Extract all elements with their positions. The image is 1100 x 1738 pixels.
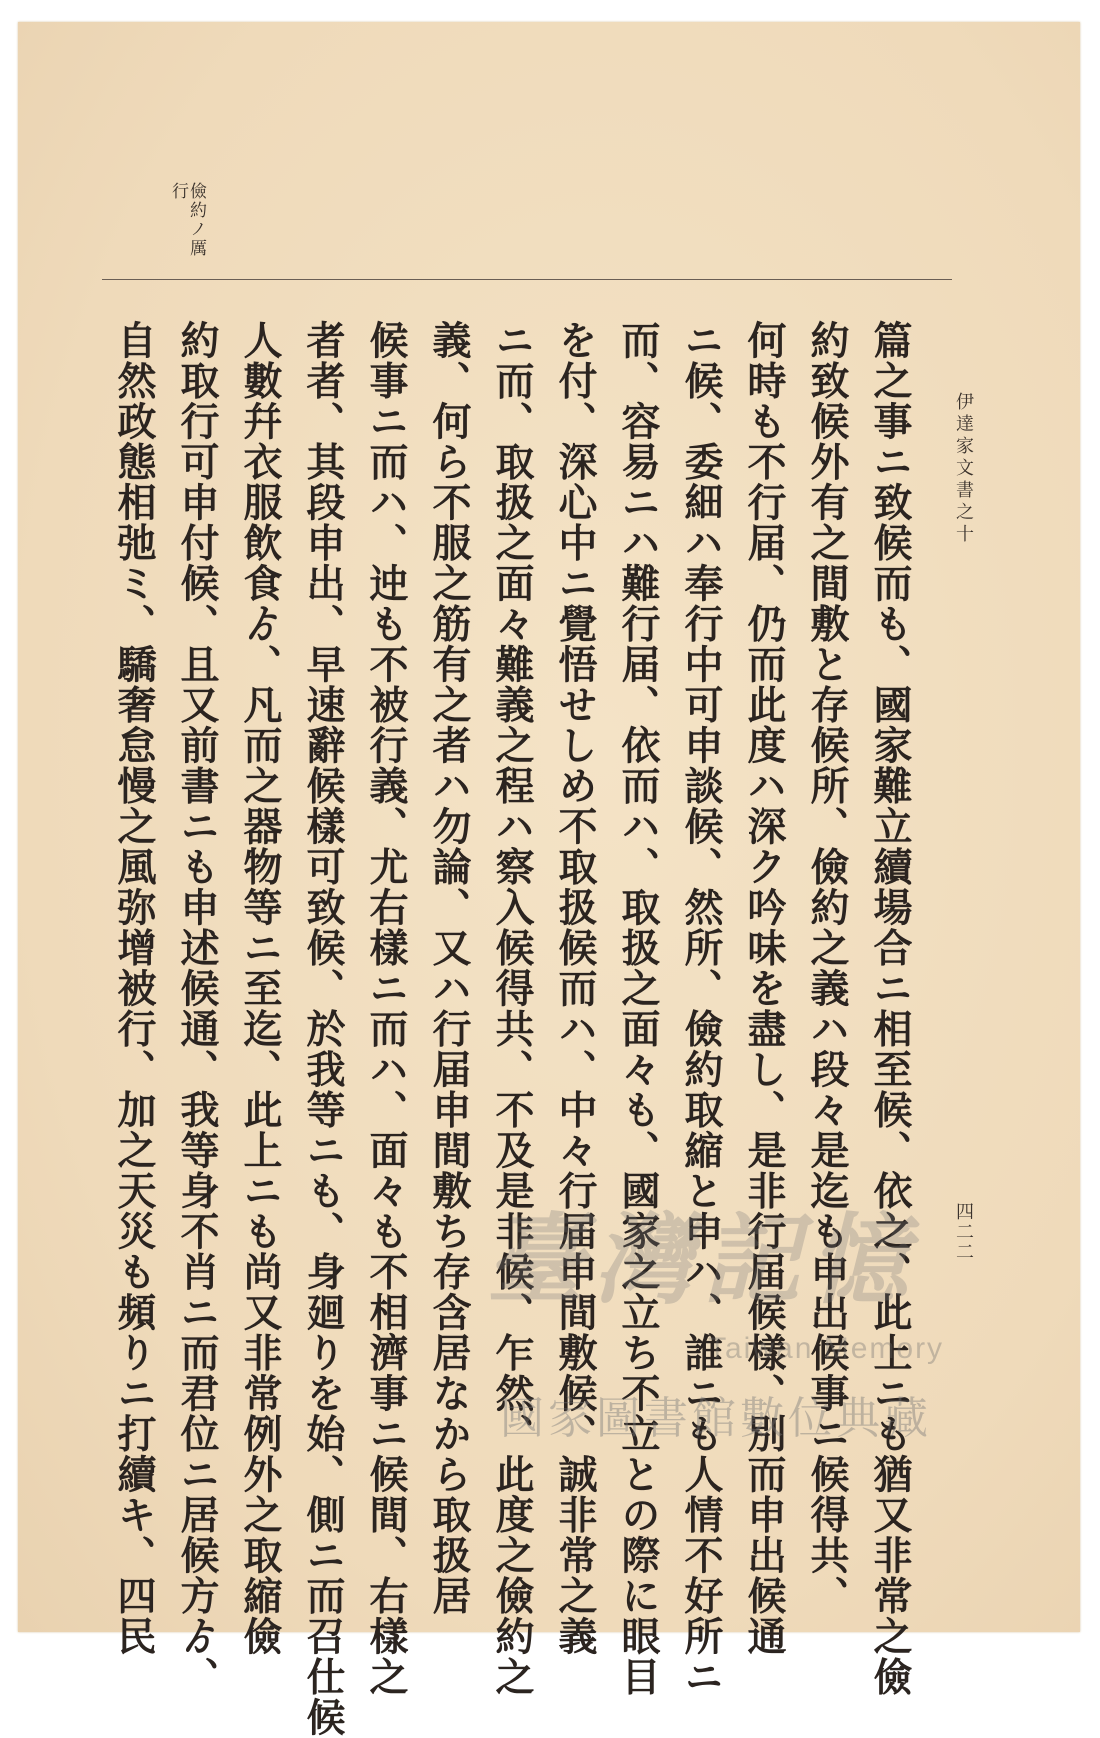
running-head: 伊達家文書之十 [953,392,974,546]
text-line-7: ニ而、取扱之面々難義之程ハ察入候得共、不及是非候、乍然、此度之儉約之 [489,320,535,1697]
header-rule [102,279,952,280]
text-line-8: 義、何ら不服之筋有之者ハ勿論、又ハ行届申間敷ち存含居なから取扱居 [426,320,472,1616]
text-line-13: 自然政態相弛ミ、驕奢怠慢之風弥增被行、加之天災も頻りニ打續キ、四民 [111,320,157,1657]
text-line-9: 候事ニ而ハ、迚も不被行義、尤右樣ニ而ハ、面々も不相濟事ニ候間、右樣之 [363,320,409,1697]
watermark-english: Taiwan Memory [708,1332,945,1365]
text-line-10: 者者、其段申出、早速辭候樣可致候、於我等ニも、身廻りを始、側ニ而召仕候 [300,320,346,1738]
margin-note-line-2: 行 [168,182,188,201]
margin-note-line-1: 儉約ノ厲 [186,182,206,258]
text-line-6: を付、深心中ニ覺悟せしめ不取扱候而ハ、中々行届申間敷候、誠非常之義 [552,320,598,1657]
page-number: 四二二 [953,1202,974,1262]
text-line-4: ニ候、委細ハ奉行中可申談候、然所、儉約取縮と申ハ、誰ニも人情不好所ニ [678,320,724,1697]
document-page [18,22,1080,1738]
text-line-5: 而、容易ニハ難行届、依而ハ、取扱之面々も、國家之立ち不立との際に眼目 [615,320,661,1697]
text-line-12: 約取行可申付候、且又前書ニも申述候通、我等身不肖ニ而君位ニ居候方ゟ、 [174,320,220,1697]
text-line-2: 約致候外有之間敷と存候所、儉約之義ハ段々是迄も申出候事ニ候得共、 [804,320,850,1616]
text-line-3: 何時も不行届、仍而此度ハ深ク吟味を盡し、是非行届候樣、別而申出候通 [741,320,787,1657]
watermark-calligraphy: 臺灣記憶 [486,1203,919,1318]
watermark-organization: 國家圖書館數位典藏 [500,1394,932,1443]
text-line-11: 人數幷衣服飲食ゟ、凡而之器物等ニ至迄、此上ニも尚又非常例外之取縮儉 [237,320,283,1657]
text-line-1: 篇之事ニ致候而も、國家難立續場合ニ相至候、依之、此上ニも猶又非常之儉 [867,320,913,1697]
